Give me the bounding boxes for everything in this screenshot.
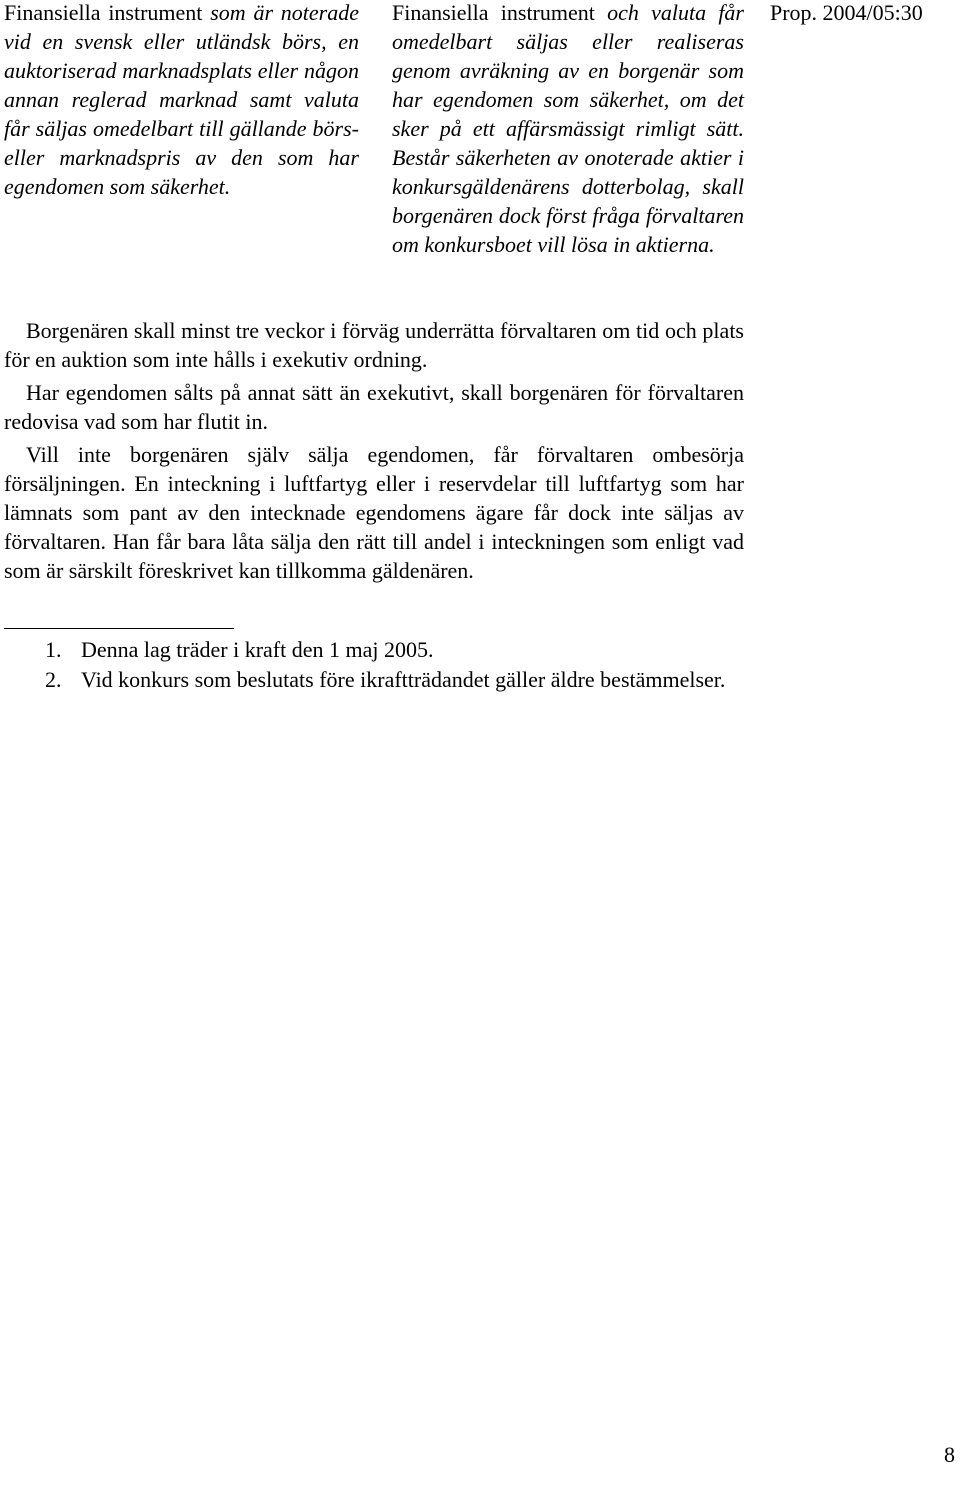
- transitional-provisions-list: [4, 635, 744, 695]
- list-item-text: Denna lag träder i kraft den 1 maj 2005.: [81, 637, 434, 662]
- section-divider: [4, 628, 234, 629]
- body-paragraph: Vill inte borgenären själv sälja egendomen, får förvaltaren ombesörja försäljningen. En inteckning i luftfartyg eller i reservdelar till luftfartyg som har lämnats som pant av den intecknade egendomens ägare får dock inte säljas av förvaltaren. Han får bara låta sälja den rätt till andel i inteckningen som enligt vad som är särskilt föreskrivet kan tillkomma gäldenären.: [4, 442, 744, 583]
- page-number: 8: [944, 1442, 955, 1467]
- body-paragraph: Har egendomen sålts på annat sätt än exekutivt, skall borgenären för förvaltaren redovisa vad som har flutit in.: [4, 380, 744, 434]
- left-column-italic-text: som är noterade vid en svensk eller utländsk börs, en auktoriserad marknadsplats eller någon annan reglerad marknad samt valuta får säljas omedelbart till gällande börs- eller marknadspris av den som har egendomen som säkerhet.: [4, 0, 359, 199]
- list-item-text: Vid konkurs som beslutats före ikraftträdandet gäller äldre bestämmelser.: [81, 667, 726, 692]
- body-paragraph: Borgenären skall minst tre veckor i förväg underrätta förvaltaren om tid och plats för en auktion som inte hålls i exekutiv ordning.: [4, 318, 744, 372]
- middle-column-italic-text: och valuta får omedelbart säljas eller realiseras genom avräkning av en borgenär som har egendomen som säkerhet, om det sker på ett affärsmässigt rimligt sätt. Består säkerheten av onoterade aktier i konkursgäldenärens dotterbolag, skall borgenären dock först fråga förvaltaren om konkursboet vill lösa in aktierna.: [392, 0, 744, 257]
- list-item: [4, 665, 744, 694]
- middle-column-provision: [392, 0, 744, 259]
- list-item: [4, 635, 744, 664]
- list-item-number: 1.: [45, 637, 62, 662]
- proposition-reference: Prop. 2004/05:30: [770, 0, 923, 25]
- list-item-number: 2.: [45, 667, 62, 692]
- main-body-text: [4, 316, 744, 589]
- left-column-lead: Finansiella instrument: [4, 0, 203, 25]
- left-column-provision: [4, 0, 359, 201]
- middle-column-lead: Finansiella instrument: [392, 0, 595, 25]
